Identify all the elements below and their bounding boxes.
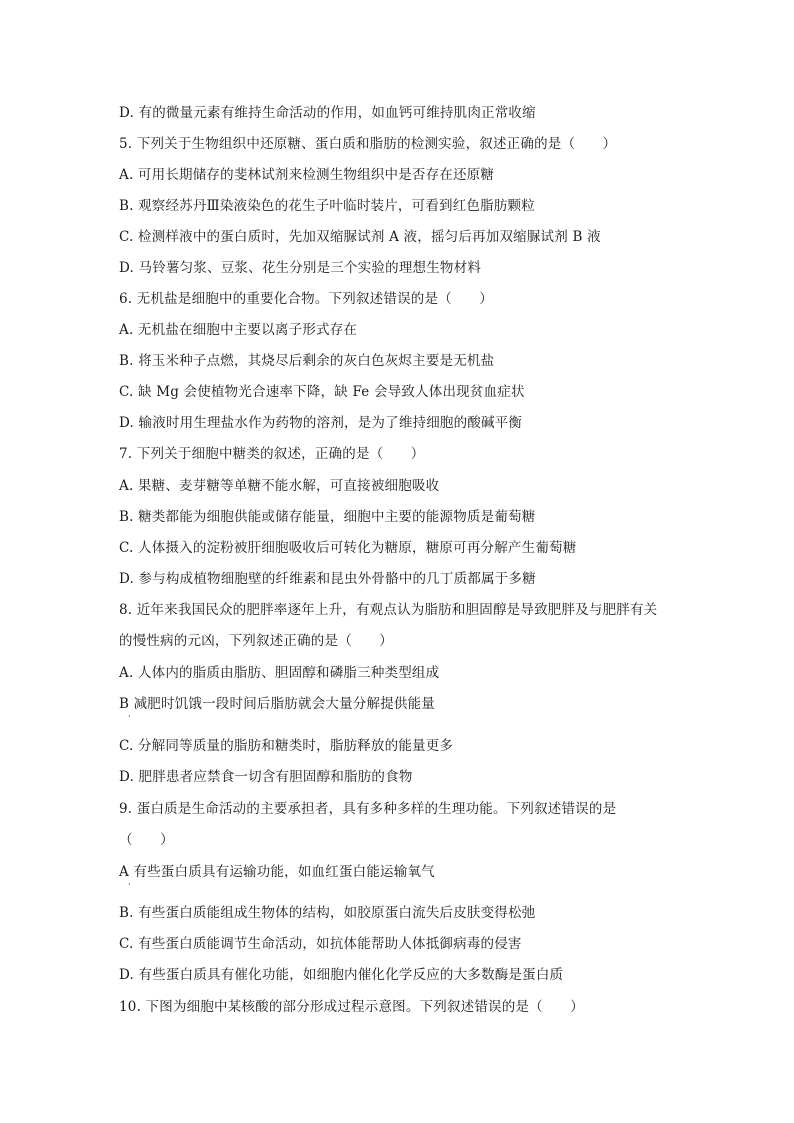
option-4-d: D. 有的微量元素有维持生命活动的作用，如血钙可维持肌肉正常收缩 — [119, 105, 536, 121]
option-6-b: B. 将玉米种子点燃，其烧尽后剩余的灰白色灰烬主要是无机盐 — [119, 353, 495, 369]
option-9-a: A 有些蛋白质具有运输功能，如血红蛋白能运输氧气 — [119, 864, 435, 880]
option-8-a: A. 人体内的脂质由脂肪、胆固醇和磷脂三种类型组成 — [119, 665, 440, 681]
question-6: 6. 无机盐是细胞中的重要化合物。下列叙述错误的是（ ） — [119, 291, 493, 307]
option-6-c: C. 缺 Mg 会使植物光合速率下降，缺 Fe 会导致人体出现贫血症状 — [119, 384, 525, 400]
question-8: 8. 近年来我国民众的肥胖率逐年上升，有观点认为脂肪和胆固醇是导致肥胖及与肥胖有关 — [119, 602, 658, 618]
option-5-d: D. 马铃薯匀浆、豆浆、花生分别是三个实验的理想生物材料 — [119, 260, 482, 276]
option-9-b: B. 有些蛋白质能组成生物体的结构，如胶原蛋白流失后皮肤变得松弛 — [119, 905, 536, 921]
question-7: 7. 下列关于细胞中糖类的叙述，正确的是（ ） — [119, 446, 425, 462]
option-7-c: C. 人体摄入的淀粉被肝细胞吸收后可转化为糖原，糖原可再分解产生葡萄糖 — [119, 540, 577, 556]
question-10: 10. 下图为细胞中某核酸的部分形成过程示意图。下列叙述错误的是（ ） — [119, 999, 584, 1015]
option-8-c: C. 分解同等质量的脂肪和糖类时，脂肪释放的能量更多 — [119, 738, 454, 754]
question-5: 5. 下列关于生物组织中还原糖、蛋白质和脂肪的检测实验，叙述正确的是（ ） — [119, 136, 617, 152]
question-9-cont: （ ） — [119, 832, 174, 848]
option-5-a: A. 可用长期储存的斐林试剂来检测生物组织中是否存在还原糖 — [119, 167, 495, 183]
option-6-a: A. 无机盐在细胞中主要以离子形式存在 — [119, 322, 358, 338]
option-6-d: D. 输液时用生理盐水作为药物的溶剂，是为了维持细胞的酸碱平衡 — [119, 415, 523, 431]
option-7-a: A. 果糖、麦芽糖等单糖不能水解，可直接被细胞吸收 — [119, 478, 440, 494]
question-9: 9. 蛋白质是生命活动的主要承担者，具有多种多样的生理功能。下列叙述错误的是 — [119, 801, 617, 817]
option-7-d: D. 参与构成植物细胞壁的纤维素和昆虫外骨骼中的几丁质都属于多糖 — [119, 571, 536, 587]
option-8-d: D. 肥胖患者应禁食一切含有胆固醇和脂肪的食物 — [119, 769, 413, 785]
stray-mark: · — [128, 880, 131, 890]
option-7-b: B. 糖类都能为细胞供能或储存能量，细胞中主要的能源物质是葡萄糖 — [119, 509, 536, 525]
option-9-d: D. 有些蛋白质具有催化功能，如细胞内催化化学反应的大多数酶是蛋白质 — [119, 967, 564, 983]
option-9-c: C. 有些蛋白质能调节生命活动，如抗体能帮助人体抵御病毒的侵害 — [119, 936, 522, 952]
stray-mark: · — [128, 712, 131, 722]
option-5-c: C. 检测样液中的蛋白质时，先加双缩脲试剂 A 液，摇匀后再加双缩脲试剂 B 液 — [119, 229, 601, 245]
question-8-cont: 的慢性病的元凶，下列叙述正确的是（ ） — [119, 633, 393, 649]
option-8-b: B 减肥时饥饿一段时间后脂肪就会大量分解提供能量 — [119, 696, 436, 712]
option-5-b: B. 观察经苏丹Ⅲ染液染色的花生子叶临时装片，可看到红色脂肪颗粒 — [119, 198, 535, 214]
